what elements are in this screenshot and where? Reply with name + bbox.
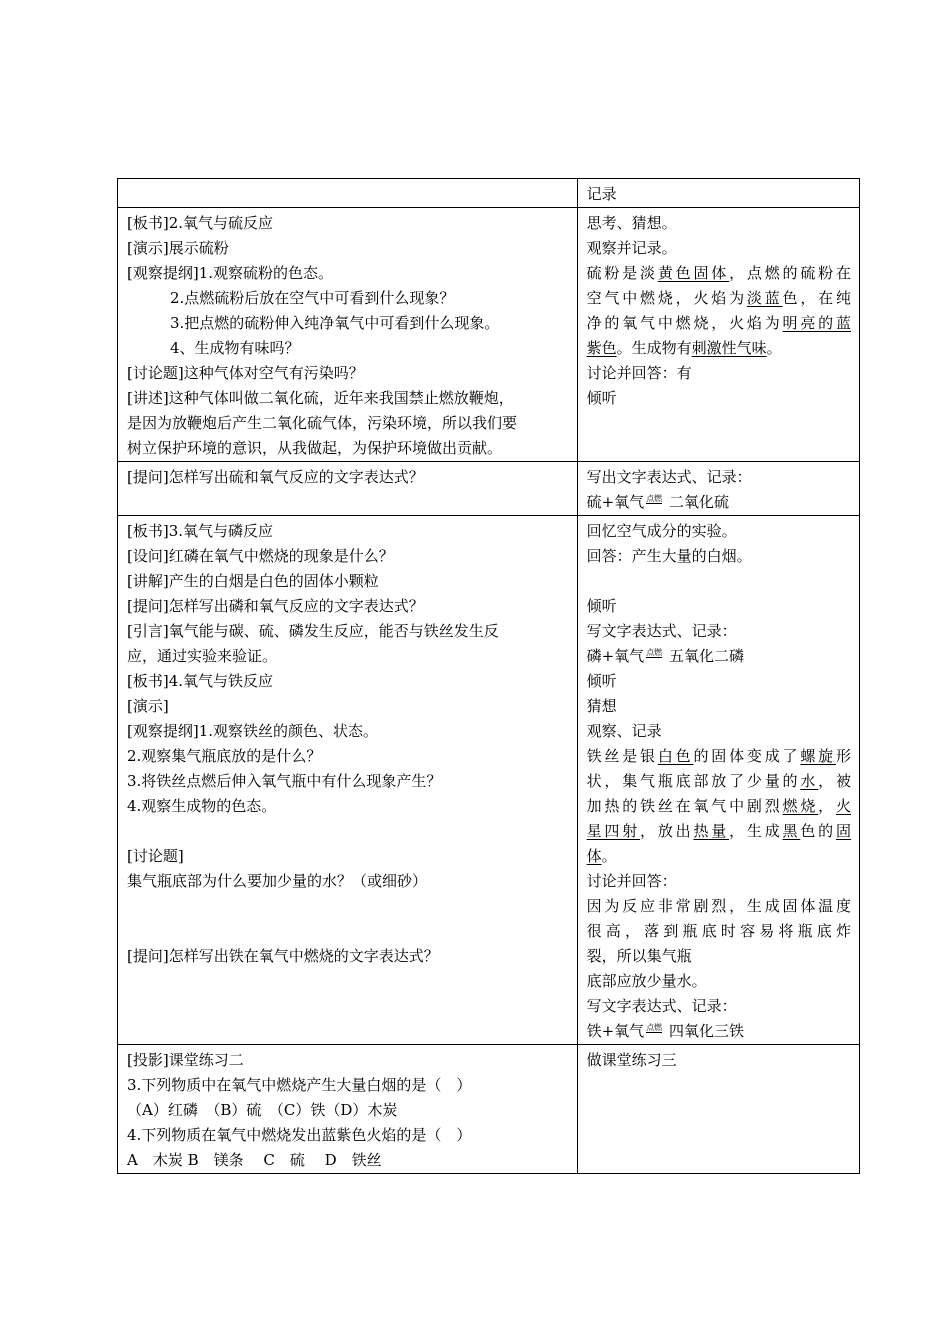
underlined-text: 黑	[782, 822, 801, 840]
sulfur-teacher-cell	[118, 208, 578, 462]
text-line: [设问]红磷在氧气中燃烧的现象是什么？	[127, 547, 394, 565]
underlined-text: 淡蓝	[746, 289, 783, 307]
text-line: [观察提纲]1.观察铁丝的颜色、状态。	[127, 722, 379, 740]
text-line: [板书]2.氧气与硫反应	[127, 214, 274, 232]
text-line: 3.将铁丝点燃后伸入氧气瓶中有什么现象产生？	[127, 772, 442, 790]
text-line: 回答：产生大量的白烟。	[586, 547, 752, 565]
text-line: 观察、记录	[586, 722, 662, 740]
text-span: 形	[835, 747, 851, 765]
text-line: 写文字表达式、记录：	[586, 622, 737, 640]
text-span: 色的	[800, 822, 836, 840]
reaction-condition: 点燃	[646, 494, 663, 503]
equation-reactants: 硫+氧气	[586, 493, 645, 511]
text-line: [演示]展示硫粉	[127, 239, 229, 257]
text-line: 倾听	[586, 597, 617, 615]
text-line: 4、生成物有味吗？	[170, 339, 300, 357]
spacer	[127, 819, 569, 844]
text-line: [引言]氧气能与碳、硫、磷发生反应，能否与铁丝发生反	[127, 622, 499, 640]
underlined-text: 白色	[657, 747, 694, 765]
text-span: 硫粉是淡	[586, 264, 658, 282]
text-span: ，	[818, 797, 836, 815]
text-span: ，生成	[729, 822, 783, 840]
text-line: [讲述]这种气体叫做二氧化硫，近年来我国禁止燃放鞭炮，	[127, 389, 514, 407]
phosphorus-iron-student-cell	[577, 516, 859, 1045]
reaction-condition: 点燃	[646, 1023, 663, 1032]
word-equation	[587, 490, 851, 515]
text-line: 猜想	[586, 697, 617, 715]
exercise-student-cell	[577, 1045, 859, 1174]
text-line: [讨论题]	[127, 847, 184, 865]
underlined-text: 燃烧	[782, 797, 819, 815]
underlined-text: 刺激性气味	[691, 339, 767, 357]
text-line: [板书]3.氧气与磷反应	[127, 522, 274, 540]
text-line: [演示]	[127, 697, 169, 715]
text-line	[587, 336, 851, 361]
sulfur-student-cell	[577, 208, 859, 462]
text-line: [投影]课堂练习二	[127, 1051, 244, 1069]
text-line: 思考、猜想。	[586, 214, 677, 232]
text-line: 因为反应非常剧烈，生成固体温度	[586, 897, 851, 915]
text-span: 。	[601, 847, 617, 865]
text-span: 铁丝是银	[586, 747, 658, 765]
text-line: 3.把点燃的硫粉伸入纯净氧气中可看到什么现象。	[170, 314, 500, 332]
phosphorus-iron-row	[118, 516, 860, 1045]
text-span: 。	[766, 339, 782, 357]
text-line: [提问]怎样写出磷和氧气反应的文字表达式？	[127, 597, 424, 615]
text-line: （A）红磷 （B）硫 （C）铁（D）木炭	[127, 1101, 398, 1119]
equation-reactants: 铁+氧气	[586, 1022, 645, 1040]
reaction-condition: 点燃	[646, 648, 663, 657]
underlined-text: 火	[835, 797, 851, 815]
text-line: 树立保护环境的意识，从我做起，为保护环境做出贡献。	[127, 439, 503, 457]
underlined-text: 固	[835, 822, 851, 840]
sulfur-equation-row	[118, 462, 860, 516]
text-line: 倾听	[586, 389, 617, 407]
text-span: 的固体变成了	[693, 747, 801, 765]
spacer	[587, 569, 851, 594]
underlined-text: 黄色固体	[657, 264, 730, 282]
underlined-text: 水	[800, 772, 819, 790]
equation-reactants: 磷+氧气	[586, 647, 645, 665]
underlined-text: 明亮的蓝	[782, 314, 851, 332]
text-span: 空气中燃烧，火焰为	[586, 289, 747, 307]
underlined-text: 星四射	[586, 822, 641, 840]
text-line: 集气瓶底部为什么要加少量的水？（或细砂）	[127, 872, 428, 890]
text-line	[587, 844, 851, 869]
spacer	[127, 894, 569, 919]
underlined-text: 体	[586, 847, 602, 865]
text-line	[587, 311, 851, 336]
text-line: 是因为放鞭炮后产生二氧化硫气体，污染环境，所以我们要	[127, 414, 518, 432]
header-row	[118, 179, 860, 208]
text-line: 2.观察集气瓶底放的是什么？	[127, 747, 322, 765]
text-span: 状，集气瓶底部放了少量的	[586, 772, 801, 790]
text-line: A 木炭 B 镁条 C 硫 D 铁丝	[127, 1151, 382, 1169]
equation-product: 四氧化三铁	[668, 1022, 744, 1040]
lesson-plan-table	[117, 178, 860, 1174]
exercise-row	[118, 1045, 860, 1174]
text-span: ，放出	[640, 822, 694, 840]
text-line: 讨论并回答：有	[586, 364, 692, 382]
text-line: 3.下列物质中在氧气中燃烧产生大量白烟的是（ ）	[127, 1076, 472, 1094]
text-line	[587, 769, 851, 794]
text-line: 写文字表达式、记录：	[586, 997, 737, 1015]
sulfur-question-cell	[118, 462, 578, 516]
text-span: 净的氧气中燃烧，火焰为	[586, 314, 783, 332]
text-line	[587, 744, 851, 769]
text-line: [提问]怎样写出铁在氧气中燃烧的文字表达式？	[127, 947, 439, 965]
spacer	[127, 919, 569, 944]
text-line: 裂，所以集气瓶	[586, 947, 692, 965]
phosphorus-iron-teacher-cell	[118, 516, 578, 1045]
underlined-text: 螺旋	[800, 747, 836, 765]
text-line: 倾听	[586, 672, 617, 690]
text-line: 观察并记录。	[586, 239, 677, 257]
text-line: 很高，落到瓶底时容易将瓶底炸	[586, 922, 851, 940]
text-span: 色，在纯	[782, 289, 851, 307]
text-span: 加热的铁丝在氧气中剧烈	[586, 797, 783, 815]
word-equation	[587, 1019, 851, 1044]
sulfur-equation-cell	[577, 462, 859, 516]
text-span: ，点燃的硫粉在	[729, 264, 851, 282]
sulfur-row	[118, 208, 860, 462]
underlined-text: 热量	[693, 822, 730, 840]
text-line	[587, 819, 851, 844]
underlined-text: 紫色	[586, 339, 617, 357]
text-line: 做课堂练习三	[586, 1051, 677, 1069]
header-right-cell	[577, 179, 859, 208]
text-line: [提问]怎样写出硫和氧气反应的文字表达式？	[127, 468, 424, 486]
header-left-cell	[118, 179, 578, 208]
text-line: 4.观察生成物的色态。	[127, 797, 277, 815]
word-equation	[587, 644, 851, 669]
equation-product: 二氧化硫	[668, 493, 729, 511]
text-line	[587, 261, 851, 286]
equation-product: 五氧化二磷	[668, 647, 744, 665]
text-span: 。生成物有	[616, 339, 692, 357]
text-line: [板书]4.氧气与铁反应	[127, 672, 274, 690]
text-line: 2.点燃硫粉后放在空气中可看到什么现象？	[170, 289, 455, 307]
text-line: [观察提纲]1.观察硫粉的色态。	[127, 264, 334, 282]
text-line: 底部应放少量水。	[586, 972, 707, 990]
text-line	[587, 794, 851, 819]
text-line: 写出文字表达式、记录：	[586, 468, 752, 486]
text-line: 4.下列物质在氧气中燃烧发出蓝紫色火焰的是（ ）	[127, 1126, 472, 1144]
exercise-teacher-cell	[118, 1045, 578, 1174]
text-line	[587, 286, 851, 311]
text-line: 讨论并回答：	[586, 872, 677, 890]
text-line: [讨论题]这种气体对空气有污染吗？	[127, 364, 364, 382]
text-line: 回忆空气成分的实验。	[586, 522, 737, 540]
header-record-label: 记录	[586, 185, 617, 203]
text-line: 应，通过实验来验证。	[127, 647, 278, 665]
text-line: [讲解]产生的白烟是白色的固体小颗粒	[127, 572, 379, 590]
text-span: ，被	[818, 772, 851, 790]
